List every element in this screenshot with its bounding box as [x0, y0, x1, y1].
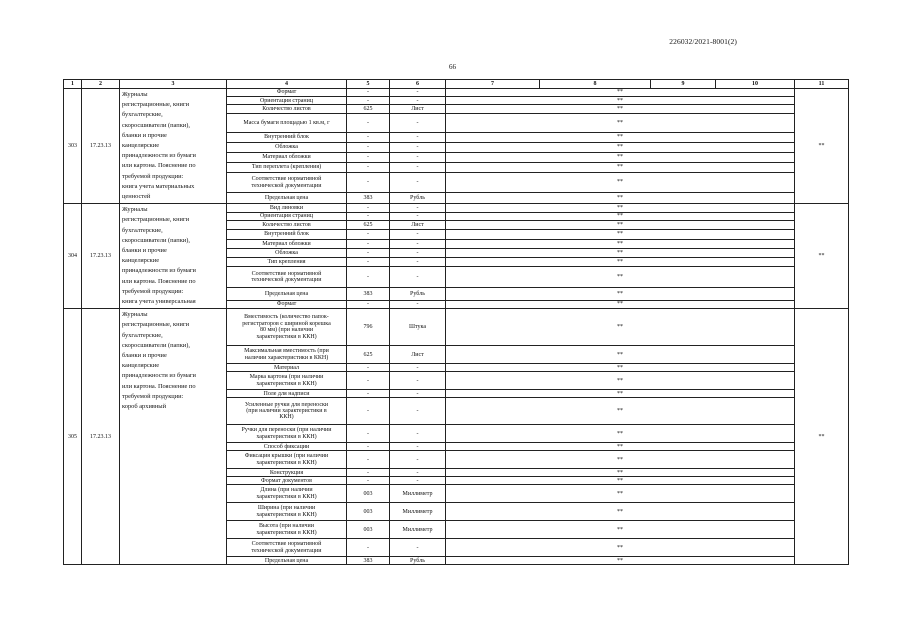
unit-name: -: [390, 300, 446, 309]
unit-name: -: [390, 212, 446, 221]
characteristic-line: Масса бумаги площадью 1 кв.м, г: [243, 120, 330, 127]
product-name-line: скоросшиватели (папки),: [122, 236, 190, 244]
unit-code: 625: [347, 221, 390, 230]
value-cell: **: [446, 212, 795, 221]
characteristic-line: Фиксация крышки (при наличии: [244, 453, 329, 460]
unit-code: -: [347, 539, 390, 557]
characteristic-line: регистраторов с шириной корешка: [242, 320, 331, 327]
characteristic-line: Вместимость (количество папок-: [244, 314, 329, 321]
characteristic-name: [227, 372, 347, 390]
characteristic-line: Формат: [276, 301, 297, 308]
value-cell: **: [446, 309, 795, 346]
characteristic-name: [227, 390, 347, 398]
unit-name: -: [390, 372, 446, 390]
characteristic-name: [227, 521, 347, 539]
characteristic-line: Предельная цена: [264, 290, 309, 297]
characteristic-line: Максимальная вместимость (при: [244, 348, 329, 355]
characteristic-line: технической документации: [251, 277, 322, 284]
characteristic-name: [227, 221, 347, 230]
unit-name: Рубль: [390, 557, 446, 565]
value-cell: **: [446, 425, 795, 443]
unit-code: -: [347, 114, 390, 133]
characteristic-line: ККН): [279, 414, 294, 421]
unit-name: -: [390, 248, 446, 257]
characteristic-name: [227, 163, 347, 173]
characteristic-line: характеристики в ККН): [256, 333, 317, 340]
value-cell: **: [446, 153, 795, 163]
characteristic-line: Ориентация страниц: [259, 213, 314, 220]
characteristic-name: [227, 346, 347, 364]
characteristic-line: Количество листов: [262, 106, 311, 113]
value-cell: **: [446, 105, 795, 114]
characteristic-line: Ориентация страниц: [259, 97, 314, 104]
characteristic-name: [227, 212, 347, 221]
unit-name: -: [390, 153, 446, 163]
unit-name: Миллиметр: [390, 485, 446, 503]
characteristic-name: [227, 193, 347, 204]
unit-code: -: [347, 300, 390, 309]
unit-code: -: [347, 204, 390, 213]
product-name-line: бланки и прочие: [122, 247, 167, 255]
characteristic-name: [227, 267, 347, 288]
product-name-line: книга учета универсальная: [122, 298, 196, 306]
value-cell: **: [446, 143, 795, 153]
product-name-line: регистрационные, книги: [122, 101, 189, 109]
characteristic-name: [227, 89, 347, 97]
unit-code: -: [347, 398, 390, 425]
characteristic-line: технической документации: [251, 182, 322, 189]
document-id: 226032/2021-8001(2): [669, 37, 737, 46]
unit-name: Лист: [390, 105, 446, 114]
product-name-line: книга учета материальных: [122, 182, 195, 190]
unit-name: -: [390, 89, 446, 97]
unit-name: -: [390, 390, 446, 398]
characteristic-name: [227, 105, 347, 114]
characteristic-name: [227, 451, 347, 469]
characteristic-line: Соответствие нормативной: [251, 176, 322, 183]
product-name-line: канцелярские: [122, 142, 160, 150]
unit-code: -: [347, 390, 390, 398]
product-name: [120, 89, 227, 204]
unit-code: -: [347, 364, 390, 372]
product-name-line: бланки и прочие: [122, 352, 167, 360]
characteristic-name: [227, 248, 347, 257]
value-cell: **: [446, 398, 795, 425]
unit-code: 796: [347, 309, 390, 346]
header-cell: 3: [120, 80, 227, 89]
okpd-code: 17.23.13: [82, 309, 120, 565]
characteristic-line: Количество листов: [262, 222, 311, 229]
unit-code: -: [347, 469, 390, 477]
value-cell: **: [446, 114, 795, 133]
unit-name: Штука: [390, 309, 446, 346]
product-name-line: требуемой продукции:: [122, 392, 184, 400]
characteristic-name: [227, 557, 347, 565]
characteristic-line: Предельная цена: [264, 194, 309, 201]
value-cell: **: [446, 372, 795, 390]
characteristic-line: Тип переплета (крепления): [251, 164, 322, 171]
value-cell: **: [446, 288, 795, 301]
value-cell: **: [446, 163, 795, 173]
value-cell: **: [446, 267, 795, 288]
value-cell: **: [446, 469, 795, 477]
characteristic-name: [227, 485, 347, 503]
unit-code: 003: [347, 521, 390, 539]
characteristic-name: [227, 364, 347, 372]
characteristic-line: Обложка: [275, 144, 298, 151]
characteristic-name: [227, 230, 347, 239]
header-cell: 9: [651, 80, 716, 89]
row-number: 303: [64, 89, 82, 204]
product-name-line: Журналы: [122, 311, 148, 319]
header-cell: 2: [82, 80, 120, 89]
unit-name: -: [390, 443, 446, 451]
unit-code: -: [347, 443, 390, 451]
characteristic-line: Конструкция: [269, 469, 304, 476]
unit-code: 383: [347, 288, 390, 301]
unit-name: -: [390, 133, 446, 143]
unit-name: -: [390, 451, 446, 469]
characteristic-name: [227, 173, 347, 193]
product-name-line: требуемой продукции:: [122, 287, 184, 295]
product-name-line: скоросшиватели (папки),: [122, 121, 190, 129]
unit-name: Рубль: [390, 288, 446, 301]
unit-code: -: [347, 163, 390, 173]
product-name-line: принадлежности из бумаги: [122, 372, 196, 380]
characteristic-line: (при наличии характеристики в: [246, 408, 327, 415]
product-name: [120, 204, 227, 309]
characteristic-line: Формат документов: [261, 477, 312, 484]
unit-name: -: [390, 425, 446, 443]
characteristic-line: Материал обложки: [262, 154, 311, 161]
unit-code: 625: [347, 105, 390, 114]
unit-code: -: [347, 425, 390, 443]
value-cell: **: [446, 193, 795, 204]
unit-code: -: [347, 248, 390, 257]
unit-name: -: [390, 539, 446, 557]
value-cell: **: [446, 258, 795, 267]
value-cell: **: [446, 239, 795, 248]
header-cell: 4: [227, 80, 347, 89]
header-cell: 7: [446, 80, 540, 89]
characteristic-name: [227, 153, 347, 163]
characteristic-name: [227, 503, 347, 521]
table-row: [64, 204, 849, 213]
unit-code: 625: [347, 346, 390, 364]
value-cell: **: [446, 557, 795, 565]
characteristic-name: [227, 477, 347, 485]
product-name-line: бухгалтерские,: [122, 111, 163, 119]
characteristic-line: Материал: [273, 364, 300, 371]
unit-code: -: [347, 212, 390, 221]
note-cell: **: [795, 204, 849, 309]
product-name-line: принадлежности из бумаги: [122, 267, 196, 275]
value-cell: **: [446, 477, 795, 485]
unit-name: Миллиметр: [390, 503, 446, 521]
characteristic-line: Поле для надписи: [263, 390, 310, 397]
characteristic-name: [227, 143, 347, 153]
characteristic-name: [227, 300, 347, 309]
characteristic-line: Предельная цена: [264, 557, 309, 564]
value-cell: **: [446, 364, 795, 372]
unit-code: -: [347, 239, 390, 248]
value-cell: **: [446, 503, 795, 521]
product-name-line: канцелярские: [122, 257, 160, 265]
product-name-line: ценностей: [122, 193, 151, 201]
product-name-line: или картона. Пояснение по: [122, 162, 196, 170]
header-cell: 5: [347, 80, 390, 89]
unit-name: -: [390, 469, 446, 477]
okpd-code: 17.23.13: [82, 89, 120, 204]
characteristic-line: Высота (при наличии: [259, 523, 314, 530]
table-row: [64, 309, 849, 346]
characteristic-name: [227, 443, 347, 451]
product-name-line: короб архивный: [122, 403, 167, 411]
product-name-line: бухгалтерские,: [122, 331, 163, 339]
characteristic-line: Длина (при наличии: [260, 487, 313, 494]
value-cell: **: [446, 443, 795, 451]
unit-name: -: [390, 204, 446, 213]
unit-name: -: [390, 163, 446, 173]
unit-code: 003: [347, 503, 390, 521]
unit-name: -: [390, 173, 446, 193]
product-name-line: бухгалтерские,: [122, 226, 163, 234]
product-name-line: принадлежности из бумаги: [122, 152, 196, 160]
unit-code: -: [347, 89, 390, 97]
value-cell: **: [446, 133, 795, 143]
characteristic-line: Соответствие нормативной: [251, 270, 322, 277]
product-name-line: или картона. Пояснение по: [122, 277, 196, 285]
characteristic-line: Вид линовки: [269, 204, 304, 211]
product-name-line: Журналы: [122, 91, 148, 98]
characteristic-name: [227, 133, 347, 143]
unit-name: -: [390, 97, 446, 105]
value-cell: **: [446, 521, 795, 539]
characteristic-line: Внутренний блок: [264, 134, 309, 141]
product-name-line: или картона. Пояснение по: [122, 382, 196, 390]
product-name-line: Журналы: [122, 206, 148, 214]
characteristic-line: Способ фиксации: [263, 443, 310, 450]
unit-name: Лист: [390, 221, 446, 230]
value-cell: **: [446, 221, 795, 230]
characteristic-name: [227, 309, 347, 346]
unit-name: Лист: [390, 346, 446, 364]
unit-name: -: [390, 398, 446, 425]
characteristic-line: Усиленные ручки для переноски: [244, 401, 329, 408]
unit-code: -: [347, 97, 390, 105]
characteristic-line: Тип крепления: [267, 258, 306, 265]
characteristic-line: характеристики в ККН): [256, 459, 317, 466]
unit-name: -: [390, 230, 446, 239]
characteristic-name: [227, 239, 347, 248]
products-table: [63, 79, 849, 565]
characteristic-line: характеристики в ККН): [256, 433, 317, 440]
unit-code: -: [347, 451, 390, 469]
unit-code: -: [347, 258, 390, 267]
value-cell: **: [446, 230, 795, 239]
unit-code: -: [347, 173, 390, 193]
value-cell: **: [446, 539, 795, 557]
characteristic-line: характеристики в ККН): [256, 529, 317, 536]
unit-code: -: [347, 153, 390, 163]
value-cell: **: [446, 346, 795, 364]
characteristic-line: наличии характеристики в ККН): [244, 354, 329, 361]
unit-name: -: [390, 267, 446, 288]
header-cell: 6: [390, 80, 446, 89]
row-number: 304: [64, 204, 82, 309]
unit-name: -: [390, 258, 446, 267]
header-cell: 11: [795, 80, 849, 89]
characteristic-name: [227, 258, 347, 267]
unit-name: -: [390, 114, 446, 133]
unit-code: -: [347, 143, 390, 153]
value-cell: **: [446, 89, 795, 97]
characteristic-name: [227, 204, 347, 213]
unit-code: -: [347, 372, 390, 390]
product-name-line: требуемой продукции:: [122, 172, 184, 180]
value-cell: **: [446, 485, 795, 503]
unit-code: -: [347, 230, 390, 239]
unit-name: Рубль: [390, 193, 446, 204]
characteristic-line: Ручки для переноски (при наличии: [241, 427, 332, 434]
characteristic-line: характеристики в ККН): [256, 493, 317, 500]
unit-code: -: [347, 133, 390, 143]
characteristic-name: [227, 288, 347, 301]
characteristic-line: характеристики в ККН): [256, 380, 317, 387]
characteristic-name: [227, 469, 347, 477]
value-cell: **: [446, 204, 795, 213]
table-row: [64, 89, 849, 97]
characteristic-line: Формат: [276, 89, 297, 96]
characteristic-line: Ширина (при наличии: [257, 505, 316, 512]
product-name-line: бланки и прочие: [122, 131, 167, 139]
header-row: [64, 80, 849, 89]
characteristic-line: характеристики в ККН): [256, 511, 317, 518]
unit-name: -: [390, 143, 446, 153]
characteristic-line: Материал обложки: [262, 240, 311, 247]
characteristic-line: технической документации: [251, 547, 322, 554]
header-cell: 1: [64, 80, 82, 89]
unit-code: -: [347, 477, 390, 485]
header-cell: 8: [540, 80, 651, 89]
value-cell: **: [446, 173, 795, 193]
row-number: 305: [64, 309, 82, 565]
product-name-line: канцелярские: [122, 362, 160, 370]
unit-name: -: [390, 477, 446, 485]
unit-name: -: [390, 364, 446, 372]
unit-name: Миллиметр: [390, 521, 446, 539]
characteristic-name: [227, 398, 347, 425]
unit-code: 003: [347, 485, 390, 503]
page-number: 66: [449, 63, 456, 71]
product-name-line: скоросшиватели (папки),: [122, 341, 190, 349]
note-cell: **: [795, 89, 849, 204]
characteristic-line: Марка картона (при наличии: [249, 374, 324, 381]
characteristic-line: 80 мм) (при наличии: [259, 327, 314, 334]
unit-code: 383: [347, 193, 390, 204]
value-cell: **: [446, 248, 795, 257]
characteristic-line: Обложка: [275, 249, 298, 256]
note-cell: **: [795, 309, 849, 565]
characteristic-line: Внутренний блок: [264, 231, 309, 238]
unit-name: -: [390, 239, 446, 248]
product-name: [120, 309, 227, 565]
characteristic-name: [227, 425, 347, 443]
characteristic-name: [227, 539, 347, 557]
characteristic-name: [227, 114, 347, 133]
header-cell: 10: [716, 80, 795, 89]
characteristic-name: [227, 97, 347, 105]
okpd-code: 17.23.13: [82, 204, 120, 309]
unit-code: -: [347, 267, 390, 288]
product-name-line: регистрационные, книги: [122, 216, 189, 224]
value-cell: **: [446, 451, 795, 469]
value-cell: **: [446, 300, 795, 309]
value-cell: **: [446, 97, 795, 105]
unit-code: 383: [347, 557, 390, 565]
product-name-line: регистрационные, книги: [122, 321, 189, 329]
characteristic-line: Соответствие нормативной: [251, 541, 322, 548]
value-cell: **: [446, 390, 795, 398]
